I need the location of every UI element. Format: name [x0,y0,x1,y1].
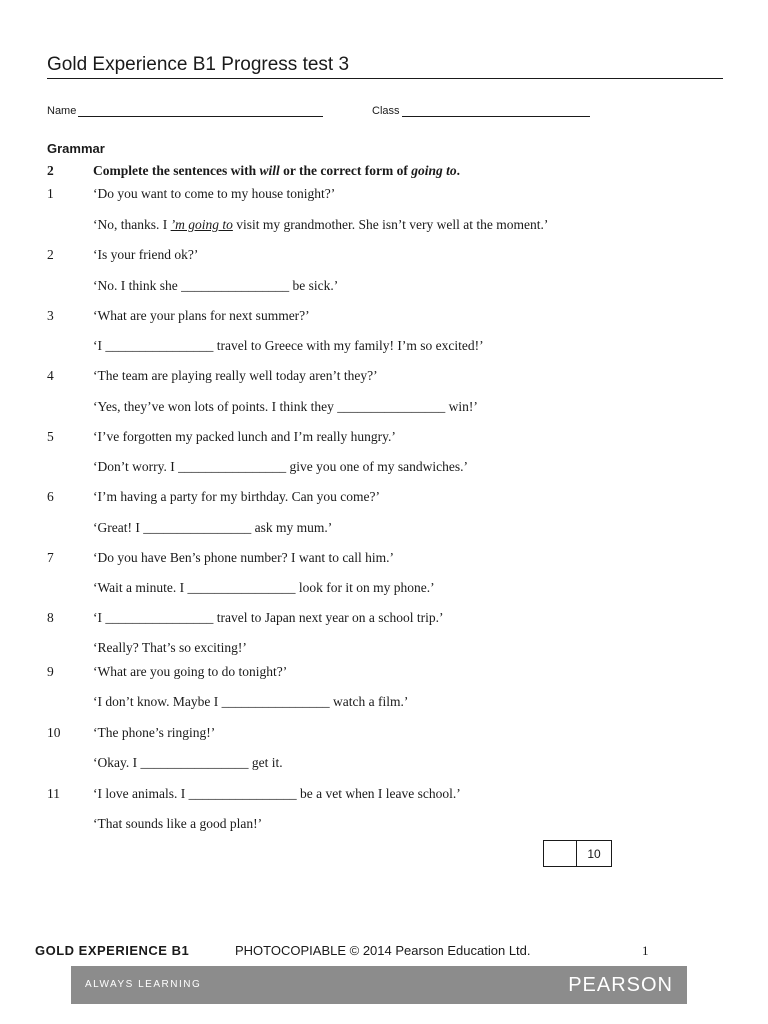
example-answer: ’m going to [170,217,233,232]
item-number: 10 [47,725,61,740]
item-answer: ‘I ________________ travel to Greece with my family! I’m so excited!’ [93,338,484,353]
item-question: ‘Do you want to come to my house tonight?’ [93,186,336,201]
page-number: 1 [642,943,649,958]
item-answer: ‘No. I think she ________________ be sick.’ [93,278,339,293]
footer-copyright: PHOTOCOPIABLE © 2014 Pearson Education Ltd. [235,943,531,958]
item-number: 8 [47,610,54,625]
item-question: ‘I love animals. I ________________ be a vet when I leave school.’ [93,786,461,801]
section-heading: Grammar [47,141,105,156]
item-answer: ‘Great! I ________________ ask my mum.’ [93,520,333,535]
item-question: ‘Do you have Ben’s phone number? I want to call him.’ [93,550,395,565]
score-box [543,840,612,867]
banner-tagline: ALWAYS LEARNING [85,979,202,990]
item-question: ‘I’ve forgotten my packed lunch and I’m really hungry.’ [93,429,396,444]
score-input[interactable] [544,841,577,866]
class-line[interactable] [402,106,590,117]
item-number: 9 [47,664,54,679]
item-question: ‘What are you going to do tonight?’ [93,664,288,679]
item-number: 3 [47,308,54,323]
item-question: ‘The phone’s ringing!’ [93,725,216,740]
score-total: 10 [587,846,601,861]
item-answer: ‘Don’t worry. I ________________ give you one of my sandwiches.’ [93,459,468,474]
item-answer: ‘That sounds like a good plan!’ [93,816,263,831]
item-question: ‘The team are playing really well today aren’t they?’ [93,368,378,383]
name-label: Name [47,105,77,117]
pearson-logo: PEARSON [568,974,673,996]
item-answer: ‘No, thanks. I ’m going to visit my grandmother. She isn’t very well at the moment.’ [93,217,549,232]
item-question: ‘Is your friend ok?’ [93,247,199,262]
item-answer: ‘Yes, they’ve won lots of points. I think they ________________ win!’ [93,399,478,414]
item-number: 11 [47,786,60,801]
item-number: 4 [47,368,54,383]
item-answer: ‘Wait a minute. I ________________ look for it on my phone.’ [93,580,435,595]
item-question: ‘I ________________ travel to Japan next year on a school trip.’ [93,610,444,625]
name-line[interactable] [78,106,323,117]
item-number: 7 [47,550,54,565]
item-number: 6 [47,489,54,504]
exercise-instruction: Complete the sentences with will or the correct form of going to. [93,163,460,178]
publisher-banner [71,966,687,1004]
item-question: ‘What are your plans for next summer?’ [93,308,310,323]
name-field [47,105,323,117]
item-number: 1 [47,186,54,201]
page-title: Gold Experience B1 Progress test 3 [47,54,723,79]
item-question: ‘I’m having a party for my birthday. Can you come?’ [93,489,381,504]
item-answer: ‘I don’t know. Maybe I ________________ watch a film.’ [93,694,409,709]
item-answer: ‘Okay. I ________________ get it. [93,755,283,770]
item-number: 5 [47,429,54,444]
item-answer: ‘Really? That’s so exciting!’ [93,640,247,655]
item-number: 2 [47,247,54,262]
class-field [372,105,590,117]
exercise-number: 2 [47,163,54,178]
class-label: Class [372,105,400,117]
footer-book-title: GOLD EXPERIENCE B1 [35,943,190,958]
